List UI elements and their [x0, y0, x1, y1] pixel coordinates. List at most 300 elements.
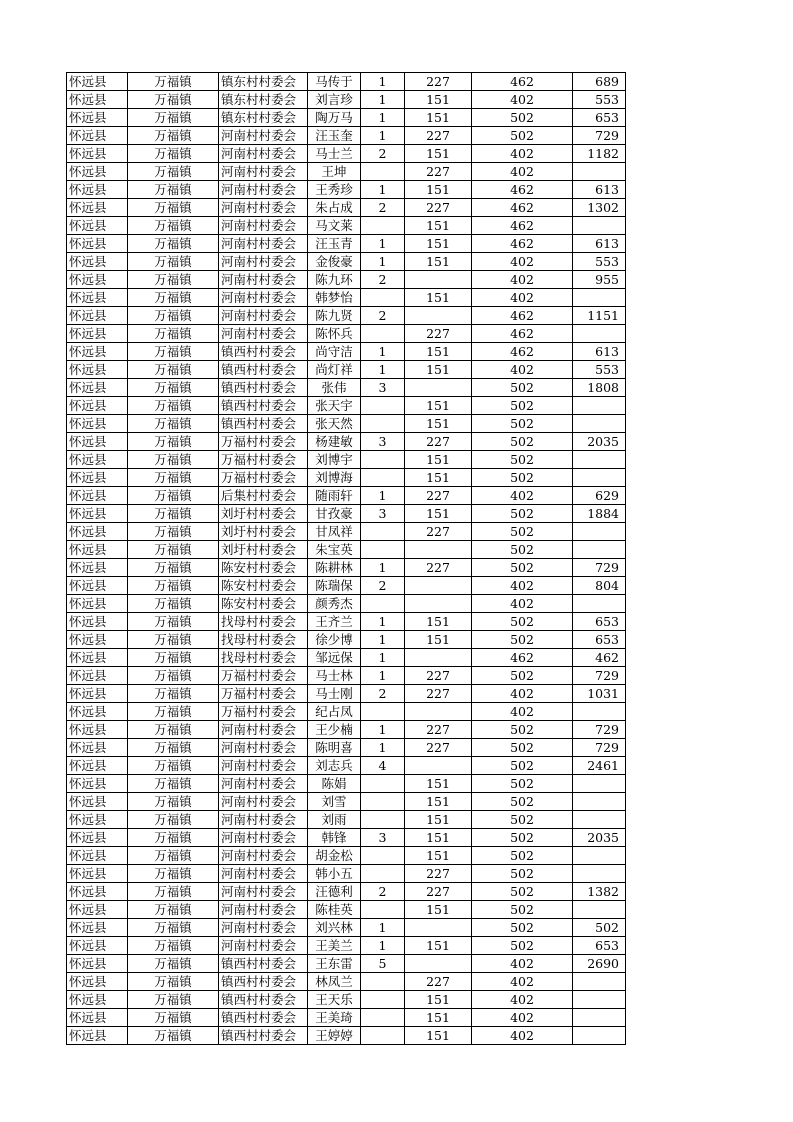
count-cell: 1 — [361, 253, 405, 271]
name-cell: 尚守洁 — [308, 343, 361, 361]
amount-a-cell: 227 — [405, 685, 472, 703]
amount-b-cell: 402 — [472, 145, 573, 163]
table-row — [67, 883, 626, 901]
count-cell: 3 — [361, 505, 405, 523]
county-cell: 怀远县 — [67, 379, 128, 397]
amount-b-cell: 502 — [472, 739, 573, 757]
village-cell: 镇东村村委会 — [219, 73, 308, 91]
count-cell: 2 — [361, 883, 405, 901]
amount-b-cell: 402 — [472, 703, 573, 721]
amount-b-cell: 402 — [472, 253, 573, 271]
total-cell: 462 — [573, 649, 626, 667]
total-cell — [573, 703, 626, 721]
amount-b-cell: 462 — [472, 307, 573, 325]
name-cell: 陈瑞保 — [308, 577, 361, 595]
table-row — [67, 631, 626, 649]
count-cell: 2 — [361, 307, 405, 325]
total-cell: 553 — [573, 253, 626, 271]
village-cell: 镇东村村委会 — [219, 91, 308, 109]
amount-a-cell — [405, 307, 472, 325]
name-cell: 王秀珍 — [308, 181, 361, 199]
county-cell: 怀远县 — [67, 577, 128, 595]
village-cell: 河南村村委会 — [219, 775, 308, 793]
town-cell: 万福镇 — [128, 91, 219, 109]
count-cell: 1 — [361, 667, 405, 685]
table-row — [67, 1027, 626, 1045]
table-row — [67, 847, 626, 865]
count-cell: 2 — [361, 145, 405, 163]
town-cell: 万福镇 — [128, 1027, 219, 1045]
name-cell: 随雨轩 — [308, 487, 361, 505]
total-cell: 729 — [573, 721, 626, 739]
total-cell: 1808 — [573, 379, 626, 397]
amount-a-cell: 151 — [405, 811, 472, 829]
amount-a-cell: 151 — [405, 343, 472, 361]
town-cell: 万福镇 — [128, 199, 219, 217]
count-cell: 1 — [361, 73, 405, 91]
town-cell: 万福镇 — [128, 325, 219, 343]
table-row — [67, 721, 626, 739]
total-cell: 729 — [573, 739, 626, 757]
name-cell: 马士刚 — [308, 685, 361, 703]
name-cell: 汪德利 — [308, 883, 361, 901]
county-cell: 怀远县 — [67, 307, 128, 325]
village-cell: 陈安村村委会 — [219, 577, 308, 595]
town-cell: 万福镇 — [128, 127, 219, 145]
total-cell: 1382 — [573, 883, 626, 901]
county-cell: 怀远县 — [67, 397, 128, 415]
village-cell: 万福村村委会 — [219, 685, 308, 703]
county-cell: 怀远县 — [67, 595, 128, 613]
count-cell — [361, 811, 405, 829]
town-cell: 万福镇 — [128, 883, 219, 901]
total-cell — [573, 397, 626, 415]
village-cell: 河南村村委会 — [219, 163, 308, 181]
count-cell: 1 — [361, 361, 405, 379]
town-cell: 万福镇 — [128, 109, 219, 127]
table-row — [67, 343, 626, 361]
village-cell: 河南村村委会 — [219, 757, 308, 775]
amount-a-cell: 227 — [405, 883, 472, 901]
table-row — [67, 649, 626, 667]
county-cell: 怀远县 — [67, 217, 128, 235]
amount-b-cell: 462 — [472, 73, 573, 91]
town-cell: 万福镇 — [128, 811, 219, 829]
amount-b-cell: 502 — [472, 811, 573, 829]
table-row — [67, 955, 626, 973]
total-cell — [573, 991, 626, 1009]
total-cell: 804 — [573, 577, 626, 595]
total-cell: 1182 — [573, 145, 626, 163]
count-cell — [361, 415, 405, 433]
county-cell: 怀远县 — [67, 883, 128, 901]
count-cell: 1 — [361, 343, 405, 361]
count-cell: 1 — [361, 649, 405, 667]
name-cell: 胡金松 — [308, 847, 361, 865]
amount-b-cell: 502 — [472, 541, 573, 559]
amount-b-cell: 402 — [472, 91, 573, 109]
village-cell: 陈安村村委会 — [219, 559, 308, 577]
count-cell: 1 — [361, 919, 405, 937]
table-row — [67, 523, 626, 541]
town-cell: 万福镇 — [128, 991, 219, 1009]
town-cell: 万福镇 — [128, 307, 219, 325]
table-row — [67, 145, 626, 163]
count-cell — [361, 541, 405, 559]
amount-a-cell — [405, 577, 472, 595]
village-cell: 河南村村委会 — [219, 307, 308, 325]
total-cell — [573, 469, 626, 487]
count-cell: 2 — [361, 577, 405, 595]
amount-a-cell: 151 — [405, 505, 472, 523]
name-cell: 刘雨 — [308, 811, 361, 829]
amount-a-cell: 151 — [405, 91, 472, 109]
name-cell: 陈九贤 — [308, 307, 361, 325]
village-cell: 万福村村委会 — [219, 451, 308, 469]
amount-b-cell: 462 — [472, 235, 573, 253]
town-cell: 万福镇 — [128, 379, 219, 397]
name-cell: 马士林 — [308, 667, 361, 685]
town-cell: 万福镇 — [128, 919, 219, 937]
amount-a-cell — [405, 703, 472, 721]
county-cell: 怀远县 — [67, 829, 128, 847]
amount-a-cell — [405, 541, 472, 559]
town-cell: 万福镇 — [128, 613, 219, 631]
table-row — [67, 361, 626, 379]
name-cell: 陈耕林 — [308, 559, 361, 577]
amount-b-cell: 462 — [472, 217, 573, 235]
table-row — [67, 307, 626, 325]
name-cell: 汪玉青 — [308, 235, 361, 253]
county-cell: 怀远县 — [67, 685, 128, 703]
count-cell — [361, 595, 405, 613]
village-cell: 镇西村村委会 — [219, 955, 308, 973]
amount-b-cell: 502 — [472, 109, 573, 127]
village-cell: 河南村村委会 — [219, 865, 308, 883]
total-cell — [573, 901, 626, 919]
total-cell — [573, 1009, 626, 1027]
table-row — [67, 703, 626, 721]
amount-b-cell: 402 — [472, 289, 573, 307]
table-row — [67, 937, 626, 955]
county-cell: 怀远县 — [67, 757, 128, 775]
amount-b-cell: 502 — [472, 775, 573, 793]
amount-b-cell: 502 — [472, 505, 573, 523]
table-row — [67, 379, 626, 397]
village-cell: 河南村村委会 — [219, 217, 308, 235]
count-cell: 1 — [361, 487, 405, 505]
amount-b-cell: 502 — [472, 523, 573, 541]
amount-b-cell: 502 — [472, 469, 573, 487]
county-cell: 怀远县 — [67, 127, 128, 145]
table-row — [67, 415, 626, 433]
amount-b-cell: 502 — [472, 397, 573, 415]
total-cell: 653 — [573, 109, 626, 127]
table-row — [67, 667, 626, 685]
total-cell: 502 — [573, 919, 626, 937]
total-cell — [573, 289, 626, 307]
total-cell — [573, 973, 626, 991]
total-cell — [573, 415, 626, 433]
table-row — [67, 91, 626, 109]
county-cell: 怀远县 — [67, 613, 128, 631]
town-cell: 万福镇 — [128, 73, 219, 91]
village-cell: 刘圩村村委会 — [219, 541, 308, 559]
total-cell: 2035 — [573, 433, 626, 451]
county-cell: 怀远县 — [67, 361, 128, 379]
town-cell: 万福镇 — [128, 235, 219, 253]
table-row — [67, 253, 626, 271]
amount-a-cell: 151 — [405, 991, 472, 1009]
table-row — [67, 829, 626, 847]
village-cell: 河南村村委会 — [219, 847, 308, 865]
name-cell: 陈桂英 — [308, 901, 361, 919]
amount-b-cell: 502 — [472, 379, 573, 397]
table-row — [67, 433, 626, 451]
county-cell: 怀远县 — [67, 415, 128, 433]
amount-b-cell: 462 — [472, 325, 573, 343]
total-cell — [573, 217, 626, 235]
town-cell: 万福镇 — [128, 865, 219, 883]
name-cell: 张伟 — [308, 379, 361, 397]
table-row — [67, 739, 626, 757]
table-row — [67, 397, 626, 415]
town-cell: 万福镇 — [128, 937, 219, 955]
town-cell: 万福镇 — [128, 685, 219, 703]
count-cell — [361, 703, 405, 721]
count-cell — [361, 847, 405, 865]
table-row — [67, 919, 626, 937]
name-cell: 陶万马 — [308, 109, 361, 127]
count-cell: 1 — [361, 937, 405, 955]
count-cell: 1 — [361, 109, 405, 127]
amount-a-cell: 151 — [405, 829, 472, 847]
county-cell: 怀远县 — [67, 1027, 128, 1045]
county-cell: 怀远县 — [67, 649, 128, 667]
county-cell: 怀远县 — [67, 271, 128, 289]
town-cell: 万福镇 — [128, 955, 219, 973]
name-cell: 韩梦怡 — [308, 289, 361, 307]
name-cell: 颜秀杰 — [308, 595, 361, 613]
county-cell: 怀远县 — [67, 973, 128, 991]
amount-b-cell: 402 — [472, 271, 573, 289]
table-row — [67, 541, 626, 559]
table-row — [67, 73, 626, 91]
county-cell: 怀远县 — [67, 991, 128, 1009]
amount-a-cell — [405, 919, 472, 937]
amount-b-cell: 502 — [472, 667, 573, 685]
village-cell: 刘圩村村委会 — [219, 523, 308, 541]
amount-b-cell: 502 — [472, 757, 573, 775]
amount-b-cell: 502 — [472, 865, 573, 883]
amount-a-cell: 151 — [405, 289, 472, 307]
town-cell: 万福镇 — [128, 487, 219, 505]
town-cell: 万福镇 — [128, 217, 219, 235]
count-cell: 4 — [361, 757, 405, 775]
amount-b-cell: 502 — [472, 847, 573, 865]
village-cell: 河南村村委会 — [219, 289, 308, 307]
total-cell: 1302 — [573, 199, 626, 217]
table-row — [67, 505, 626, 523]
total-cell — [573, 847, 626, 865]
table-row — [67, 991, 626, 1009]
county-cell: 怀远县 — [67, 667, 128, 685]
table-row — [67, 469, 626, 487]
name-cell: 马士兰 — [308, 145, 361, 163]
count-cell — [361, 289, 405, 307]
village-cell: 镇西村村委会 — [219, 343, 308, 361]
total-cell — [573, 775, 626, 793]
table-row — [67, 757, 626, 775]
amount-b-cell: 502 — [472, 433, 573, 451]
total-cell — [573, 811, 626, 829]
name-cell: 甘凤祥 — [308, 523, 361, 541]
county-cell: 怀远县 — [67, 253, 128, 271]
name-cell: 刘博宇 — [308, 451, 361, 469]
table-body — [67, 73, 626, 1045]
amount-b-cell: 502 — [472, 631, 573, 649]
count-cell: 2 — [361, 685, 405, 703]
count-cell — [361, 901, 405, 919]
village-cell: 镇西村村委会 — [219, 361, 308, 379]
amount-b-cell: 502 — [472, 829, 573, 847]
count-cell — [361, 991, 405, 1009]
town-cell: 万福镇 — [128, 415, 219, 433]
name-cell: 汪玉奎 — [308, 127, 361, 145]
town-cell: 万福镇 — [128, 631, 219, 649]
table-row — [67, 811, 626, 829]
table-row — [67, 271, 626, 289]
table-row — [67, 163, 626, 181]
table-row — [67, 559, 626, 577]
county-cell: 怀远县 — [67, 163, 128, 181]
count-cell: 1 — [361, 613, 405, 631]
village-cell: 河南村村委会 — [219, 829, 308, 847]
amount-b-cell: 502 — [472, 721, 573, 739]
name-cell: 陈怀兵 — [308, 325, 361, 343]
name-cell: 刘言珍 — [308, 91, 361, 109]
county-cell: 怀远县 — [67, 505, 128, 523]
village-cell: 镇西村村委会 — [219, 1027, 308, 1045]
amount-a-cell: 227 — [405, 487, 472, 505]
total-cell: 729 — [573, 127, 626, 145]
count-cell: 1 — [361, 91, 405, 109]
total-cell: 689 — [573, 73, 626, 91]
town-cell: 万福镇 — [128, 577, 219, 595]
count-cell: 1 — [361, 721, 405, 739]
village-cell: 万福村村委会 — [219, 469, 308, 487]
table-row — [67, 613, 626, 631]
town-cell: 万福镇 — [128, 667, 219, 685]
county-cell: 怀远县 — [67, 145, 128, 163]
name-cell: 杨建敏 — [308, 433, 361, 451]
table-row — [67, 289, 626, 307]
total-cell: 1031 — [573, 685, 626, 703]
town-cell: 万福镇 — [128, 757, 219, 775]
village-cell: 河南村村委会 — [219, 145, 308, 163]
county-cell: 怀远县 — [67, 325, 128, 343]
name-cell: 徐少博 — [308, 631, 361, 649]
name-cell: 刘博海 — [308, 469, 361, 487]
total-cell: 613 — [573, 235, 626, 253]
count-cell — [361, 793, 405, 811]
village-cell: 找母村村委会 — [219, 613, 308, 631]
village-cell: 找母村村委会 — [219, 649, 308, 667]
village-cell: 镇西村村委会 — [219, 397, 308, 415]
table-row — [67, 865, 626, 883]
table-row — [67, 595, 626, 613]
amount-a-cell: 227 — [405, 73, 472, 91]
name-cell: 陈明喜 — [308, 739, 361, 757]
total-cell: 553 — [573, 361, 626, 379]
amount-a-cell: 151 — [405, 1027, 472, 1045]
amount-b-cell: 462 — [472, 343, 573, 361]
village-cell: 河南村村委会 — [219, 271, 308, 289]
total-cell: 729 — [573, 559, 626, 577]
amount-b-cell: 502 — [472, 415, 573, 433]
village-cell: 河南村村委会 — [219, 937, 308, 955]
table-row — [67, 775, 626, 793]
county-cell: 怀远县 — [67, 775, 128, 793]
county-cell: 怀远县 — [67, 289, 128, 307]
county-cell: 怀远县 — [67, 559, 128, 577]
town-cell: 万福镇 — [128, 847, 219, 865]
name-cell: 刘志兵 — [308, 757, 361, 775]
village-cell: 河南村村委会 — [219, 253, 308, 271]
name-cell: 张天宇 — [308, 397, 361, 415]
town-cell: 万福镇 — [128, 829, 219, 847]
count-cell — [361, 397, 405, 415]
amount-a-cell: 151 — [405, 181, 472, 199]
amount-b-cell: 402 — [472, 1027, 573, 1045]
count-cell: 1 — [361, 559, 405, 577]
village-cell: 河南村村委会 — [219, 901, 308, 919]
count-cell: 3 — [361, 379, 405, 397]
amount-a-cell: 227 — [405, 865, 472, 883]
county-cell: 怀远县 — [67, 631, 128, 649]
amount-b-cell: 402 — [472, 973, 573, 991]
table-row — [67, 793, 626, 811]
name-cell: 王美兰 — [308, 937, 361, 955]
amount-b-cell: 502 — [472, 451, 573, 469]
amount-a-cell: 151 — [405, 1009, 472, 1027]
amount-a-cell: 151 — [405, 847, 472, 865]
total-cell: 553 — [573, 91, 626, 109]
name-cell: 王婷婷 — [308, 1027, 361, 1045]
total-cell: 2035 — [573, 829, 626, 847]
county-cell: 怀远县 — [67, 847, 128, 865]
amount-b-cell: 502 — [472, 901, 573, 919]
county-cell: 怀远县 — [67, 955, 128, 973]
count-cell — [361, 217, 405, 235]
town-cell: 万福镇 — [128, 721, 219, 739]
county-cell: 怀远县 — [67, 109, 128, 127]
amount-b-cell: 402 — [472, 991, 573, 1009]
table-row — [67, 109, 626, 127]
town-cell: 万福镇 — [128, 649, 219, 667]
town-cell: 万福镇 — [128, 289, 219, 307]
amount-a-cell — [405, 595, 472, 613]
count-cell: 2 — [361, 199, 405, 217]
county-cell: 怀远县 — [67, 433, 128, 451]
county-cell: 怀远县 — [67, 451, 128, 469]
total-cell — [573, 541, 626, 559]
county-cell: 怀远县 — [67, 739, 128, 757]
town-cell: 万福镇 — [128, 343, 219, 361]
name-cell: 林凤兰 — [308, 973, 361, 991]
village-cell: 找母村村委会 — [219, 631, 308, 649]
town-cell: 万福镇 — [128, 361, 219, 379]
